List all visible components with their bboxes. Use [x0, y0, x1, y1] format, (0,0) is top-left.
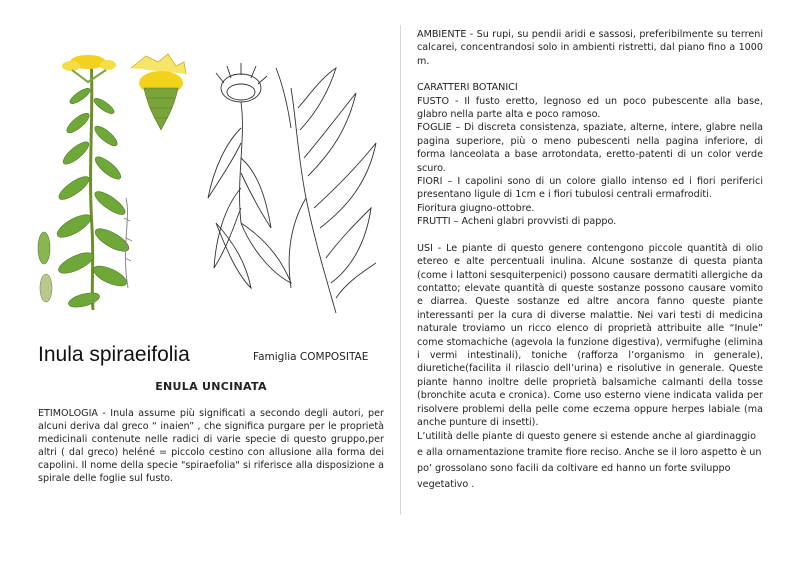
column-divider — [400, 25, 401, 515]
flower-heads — [62, 55, 116, 82]
title-row — [38, 343, 388, 367]
botanical-illustration — [36, 48, 386, 333]
frutti-line: FRUTTI – Acheni glabri provvisti di pappo. — [417, 216, 617, 228]
ambiente-paragraph: AMBIENTE - Su rupi, su pendii aridi e sassosi, preferibilmente su terreni calcarei, concentrandosi solo in ambienti ristretti, dal piano fino a 1000 m. — [417, 29, 763, 67]
right-column — [417, 28, 763, 493]
fiori-paragraph: FIORI – I capolini sono di un colore giallo intenso ed i fiori periferici presentano ligule di 1cm e i fiori tubulosi centrali ermafroditi. — [417, 176, 763, 201]
left-column — [36, 30, 388, 550]
line-drawing — [208, 63, 376, 313]
family-label: Famiglia COMPOSITAE — [253, 351, 369, 363]
etimologia-paragraph: ETIMOLOGIA - Inula assume più significati a secondo degli autori, per alcuni deriva dal greco “ inaien” , che significa purgare per le proprietà medicinali contenute nelle radici di varie specie di questo gruppo,per altri ( dal greco) heléné = piccolo cestino con allusione alla forma dei capolini. Il nome della specie "spiraefolia" si riferisce alla disposizione a spirale delle foglie sul fusto. — [38, 408, 384, 484]
fusto-paragraph: FUSTO - Il fusto eretto, legnoso ed un poco pubescente alla base, glabro nella parte alta e poco ramoso. — [417, 95, 763, 121]
utilita-paragraph: L’utilità delle piante di questo genere si estende anche al giardinaggio e alla ornamentazione tramite fiore reciso. Anche se il loro aspetto è un po’ grossolano sono facili da coltivare ed hanno un forte sviluppo vegetativo . — [417, 431, 762, 491]
caratteri-heading: CARATTERI BOTANICI — [417, 82, 518, 94]
foglie-paragraph: FOGLIE – Di discreta consistenza, spaziate, alterne, intere, glabre nella pagina superiore, più o meno pubescenti nella pagina inferiore, di forma lanceolata a base arrotondata, eretto-patenti di un color verde scuro. — [417, 122, 763, 174]
species-name: Inula spiraeifolia — [38, 343, 190, 366]
common-name: ENULA UNCINATA — [155, 380, 267, 393]
fioritura-line: Fioritura giugno-ottobre. — [417, 202, 535, 214]
flower-detail — [131, 54, 186, 130]
usi-paragraph: USI - Le piante di questo genere contengono piccole quantità di olio etereo e alte percentuali inulina. Alcune sostanze di questa pianta (come i lattoni sesquiterpenici) possono causare dermatiti allergiche da contatto; elevate quantità di queste sostanze possono causare vomito e diarrea. Queste sostanze ed altre ancora fanno queste piante interessanti per la cura di diverse malattie. Nei vari testi di medicina naturale troviamo un ricco elenco di proprietà attribuite alle “Inule” come stomachiche (agevola la funzione digestiva), vermifughe (elimina i vermi intestinali), toniche (rafforza l’organismo in generale), diuretiche(facilita il rilascio dell’urina) e risolutive in generale. Queste piante hanno inoltre delle proprietà balsamiche calmanti della tosse (bronchite acuta e cronica). Come uso esterno viene indicata valida per risolvere problemi della pelle come eczema oppure herpes labiale (ma anche punture di insetti). — [417, 242, 763, 428]
